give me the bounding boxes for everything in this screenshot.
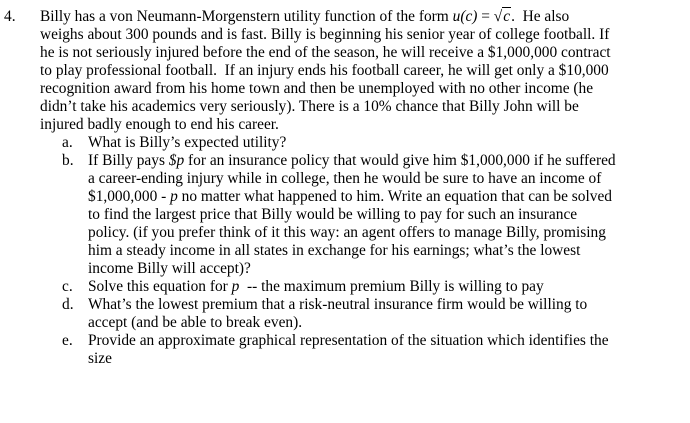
part-e-line: Provide an approximate graphical representation of the situation which identifies the [88, 332, 609, 349]
part-d-marker: d. [62, 296, 74, 313]
part-b-line: policy. (if you prefer think of it this way: an agent offers to manage Billy, promising [88, 224, 606, 241]
part-c-post: -- the maximum premium Billy is willing to pay [239, 278, 544, 295]
intro-line-1-post: . He also [511, 8, 570, 25]
part-a-text: What is Billy’s expected utility? [88, 134, 287, 151]
part-b-marker: b. [62, 152, 74, 169]
part-c-marker: c. [62, 278, 73, 295]
part-b-line-2: a career-ending injury while in college, then he would be sure to have an income of [88, 170, 602, 187]
part-c-text [88, 278, 544, 295]
part-b-line-3 [88, 188, 612, 205]
intro-line-1-pre: Billy has a von Neumann-Morgenstern utility function of the form [40, 8, 453, 25]
formula-lhs: u(c) [452, 8, 478, 25]
part-d-line: What’s the lowest premium that a risk-neutral insurance firm would be willing to [88, 296, 588, 313]
intro-line: recognition award from his home town and then be unemployed with no other income (he [40, 80, 594, 97]
part-e-line: size [88, 350, 112, 367]
formula-eq: = [477, 8, 494, 25]
part-b-line-3-pre: $1,000,000 - [88, 188, 171, 205]
part-c-pre: Solve this equation for [88, 278, 232, 295]
part-d-line: accept (and be able to break even). [88, 314, 303, 331]
sqrt-argument: c [503, 8, 511, 25]
price-variable: $p [168, 152, 185, 169]
intro-line: injured badly enough to end his career. [40, 116, 279, 133]
problem-number: 4. [4, 8, 16, 25]
part-b-line-1-pre: If Billy pays [88, 152, 169, 169]
sqrt-sign: √ [493, 8, 503, 25]
sqrt-formula [494, 8, 511, 25]
p-variable: p [231, 278, 240, 295]
p-variable: p [170, 188, 178, 205]
part-a-marker: a. [62, 134, 73, 151]
part-b-line-3-post: no matter what happened to him. Write an equation that can be solved [177, 188, 612, 205]
part-b-line-1-post: for an insurance policy that would give him $1,000,000 if he suffered [184, 152, 616, 169]
intro-line: didn’t take his academics very seriously). There is a 10% chance that Billy John will be [40, 98, 579, 115]
intro-line: weighs about 300 pounds and is fast. Billy is beginning his senior year of college football. If [40, 26, 610, 43]
intro-line: to play professional football. If an injury ends his football career, he will get only a $10,000 [40, 62, 609, 79]
part-b-line-1 [88, 152, 616, 169]
intro-line: he is not seriously injured before the end of the season, he will receive a $1,000,000 contract [40, 44, 611, 61]
intro-line-1 [40, 8, 569, 25]
part-e-marker: e. [62, 332, 73, 349]
part-b-line: to find the largest price that Billy would be willing to pay for such an insurance [88, 206, 578, 223]
part-b-line: him a steady income in all states in exchange for his earnings; what’s the lowest [88, 242, 581, 259]
part-b-line: income Billy will accept)? [88, 260, 251, 277]
